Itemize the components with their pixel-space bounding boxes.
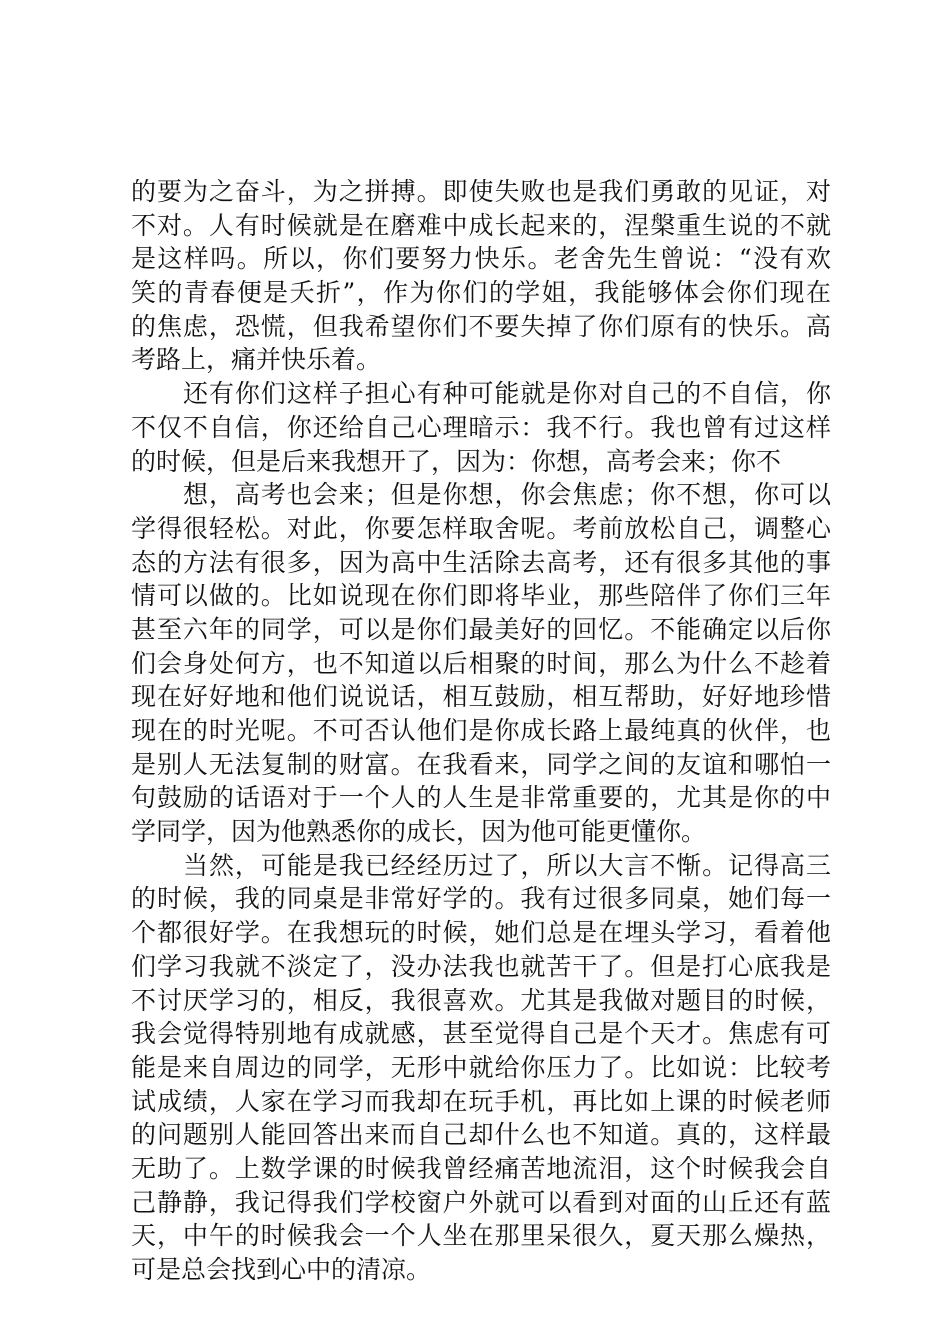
text-line: 句鼓励的话语对于一个人的人生是非常重要的，尤其是你的中 (131, 783, 831, 813)
text-line: 现在的时光呢。不可否认他们是你成长路上最纯真的伙伴，也 (131, 716, 831, 745)
text-line: 想，高考也会来；但是你想，你会焦虑；你不想，你可以 (183, 480, 831, 510)
text-line: 天，中午的时候我会一个人坐在那里呆很久，夏天那么燥热， (131, 1221, 831, 1251)
text-line: 情可以做的。比如说现在你们即将毕业，那些陪伴了你们三年 (131, 581, 831, 611)
text-line: 笑的青春便是夭折”，作为你们的学姐，我能够体会你们现在 (131, 278, 831, 308)
body-text (131, 175, 831, 1287)
text-line: 还有你们这样子担心有种可能就是你对自己的不自信，你 (183, 379, 831, 409)
text-line: 现在好好地和他们说说话，相互鼓励，相互帮助，好好地珍惜 (131, 682, 831, 712)
text-line: 当然，可能是我已经经历过了，所以大言不惭。记得高三 (183, 850, 831, 880)
text-line: 们会身处何方，也不知道以后相聚的时间，那么为什么不趁着 (131, 648, 831, 678)
text-line: 不对。人有时候就是在磨难中成长起来的，涅槃重生说的不就 (131, 210, 831, 240)
text-line: 可是总会找到心中的清凉。 (131, 1255, 432, 1284)
text-line: 态的方法有很多，因为高中生活除去高考，还有很多其他的事 (131, 547, 831, 577)
text-line: 个都很好学。在我想玩的时候，她们总是在埋头学习，看着他 (131, 918, 831, 948)
text-line: 的时候，我的同桌是非常好学的。我有过很多同桌，她们每一 (131, 884, 831, 914)
text-line: 己静静，我记得我们学校窗户外就可以看到对面的山丘还有蓝 (131, 1187, 831, 1217)
text-line: 我会觉得特别地有成就感，甚至觉得自己是个天才。焦虑有可 (131, 1019, 831, 1049)
text-line: 是别人无法复制的财富。在我看来，同学之间的友谊和哪怕一 (131, 749, 831, 779)
text-line: 甚至六年的同学，可以是你们最美好的回忆。不能确定以后你 (131, 614, 831, 644)
text-line: 考路上，痛并快乐着。 (131, 345, 382, 375)
text-line: 不讨厌学习的，相反，我很喜欢。尤其是我做对题目的时候， (131, 985, 831, 1015)
text-line: 的焦虑，恐慌，但我希望你们不要失掉了你们原有的快乐。高 (131, 311, 831, 341)
text-line: 是这样吗。所以，你们要努力快乐。老舍先生曾说：“没有欢 (131, 244, 831, 274)
text-line: 的时候，但是后来我想开了，因为：你想，高考会来；你不 (131, 446, 782, 476)
text-line: 的问题别人能回答出来而自己却什么也不知道。真的，这样最 (131, 1120, 831, 1150)
text-line: 学得很轻松。对此，你要怎样取舍呢。考前放松自己，调整心 (131, 513, 831, 543)
text-line: 们学习我就不淡定了，没办法我也就苦干了。但是打心底我是 (131, 951, 831, 981)
text-line: 不仅不自信，你还给自己心理暗示：我不行。我也曾有过这样 (131, 412, 831, 442)
text-line: 学同学，因为他熟悉你的成长，因为他可能更懂你。 (131, 817, 707, 847)
text-line: 的要为之奋斗，为之拼搏。即使失败也是我们勇敢的见证，对 (131, 177, 831, 206)
text-line: 能是来自周边的同学，无形中就给你压力了。比如说：比较考 (131, 1052, 831, 1082)
text-line: 无助了。上数学课的时候我曾经痛苦地流泪，这个时候我会自 (131, 1153, 831, 1183)
text-line: 试成绩，人家在学习而我却在玩手机，再比如上课的时候老师 (131, 1086, 831, 1116)
